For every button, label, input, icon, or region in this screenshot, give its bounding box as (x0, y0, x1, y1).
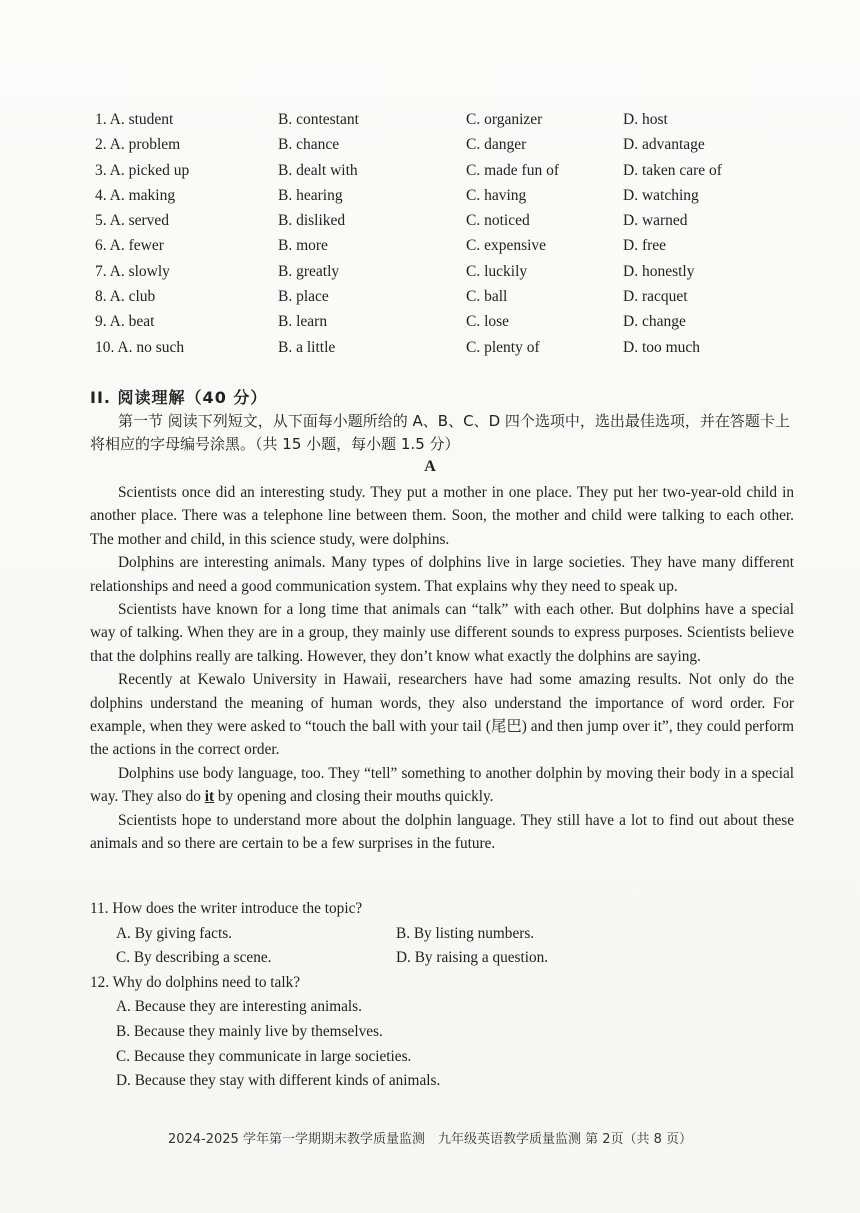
option-b: B. more (278, 237, 328, 255)
option-a: 10. A. no such (95, 338, 185, 356)
option-row (95, 158, 795, 183)
option-b: B. disliked (278, 212, 346, 230)
option-row (95, 309, 795, 334)
reading-passage (90, 481, 794, 856)
passage-paragraph: Scientists hope to understand more about the dolphin language. They still have a lot to find out about these animals and so there are certain to be a few surprises in the future. (90, 811, 794, 853)
option-d: D. warned (623, 212, 688, 230)
option-a: 7. A. slowly (95, 262, 170, 280)
passage-paragraph: Dolphins are interesting animals. Many types of dolphins live in large societies. They have many different relationships and need a good communication system. That explains why they need to speak up. (90, 554, 794, 595)
option-a: 6. A. fewer (95, 237, 164, 255)
option-c: C. lose (466, 313, 510, 331)
question-options-row (90, 922, 794, 947)
answer-option: D. Because they stay with different kinds of animals. (116, 1072, 441, 1090)
option-a: 2. A. problem (95, 136, 181, 154)
option-row (95, 183, 795, 208)
option-a: 4. A. making (95, 186, 176, 204)
option-d: D. racquet (623, 288, 688, 306)
passage-paragraph (90, 762, 794, 809)
option-c: C. ball (466, 288, 508, 306)
passage-label: A (424, 458, 436, 475)
option-b: B. hearing (278, 186, 343, 204)
passage-paragraph: Recently at Kewalo University in Hawaii, researchers have had some amazing results. Not only do the dolphins understand the meaning of human words, they also understand the importance of word order. For example, when they were asked to “touch the ball with your tail (尾巴) and then jump over it”, they could perform the actions in the correct order. (90, 671, 794, 759)
option-b: B. dealt with (278, 161, 358, 179)
underlined-word: it (204, 788, 215, 806)
question-list (90, 897, 794, 1094)
option-b: B. a little (278, 338, 336, 356)
question-stem: 12. Why do dolphins need to talk? (90, 973, 301, 991)
passage-text: by opening and closing their mouths quickly. (214, 788, 494, 806)
cloze-options-table (95, 107, 795, 360)
answer-option: A. By giving facts. (116, 924, 232, 942)
section-instruction: 第一节 阅读下列短文，从下面每小题所给的 A、B、C、D 四个选项中，选出最佳选项，并在答题卡上将相应的字母编号涂黑。（共 15 小题，每小题 1.5 分） (90, 412, 790, 453)
question-stem: 11. How does the writer introduce the topic? (90, 900, 363, 917)
passage-text: Dolphins use body language, too. They “tell” something to another dolphin by moving their body in a special way. They also do (90, 764, 794, 806)
option-row (95, 259, 795, 284)
option-d: D. free (623, 237, 667, 255)
option-row (95, 284, 795, 309)
answer-option: A. Because they are interesting animals. (116, 998, 362, 1016)
option-d: D. change (623, 313, 686, 331)
option-b: B. greatly (278, 262, 340, 280)
option-a: 5. A. served (95, 212, 170, 230)
option-a: 8. A. club (95, 288, 156, 306)
option-c: C. expensive (466, 237, 547, 255)
option-c: C. having (466, 186, 527, 204)
passage-paragraph: Scientists once did an interesting study. They put a mother in one place. They put her two-year-old child in another place. There was a telephone line between them. Soon, the mother and child were talking to each other. The mother and child, in this science study, were dolphins. (90, 484, 794, 548)
option-a: 9. A. beat (95, 313, 155, 331)
answer-option: B. Because they mainly live by themselves. (116, 1022, 383, 1040)
option-c: C. luckily (466, 262, 528, 280)
option-c: C. danger (466, 136, 527, 154)
option-d: D. advantage (623, 136, 705, 154)
option-b: B. contestant (278, 111, 359, 128)
option-c: C. made fun of (466, 161, 559, 179)
passage-paragraph: Scientists have known for a long time that animals can “talk” with each other. But dolphins have a special way of talking. When they are in a group, they mainly use different sounds to express purposes. Scientists believe that the dolphins really are talking. However, they don’t know what exactly the dolphins are saying. (90, 601, 794, 665)
question-options-row (90, 946, 794, 971)
option-c: C. organizer (466, 111, 543, 128)
option-row (95, 233, 795, 258)
option-d: D. honestly (623, 262, 695, 280)
option-c: C. noticed (466, 212, 530, 230)
option-b: B. chance (278, 136, 340, 154)
section-heading: II. 阅读理解（40 分） (90, 388, 268, 407)
option-d: D. host (623, 111, 668, 128)
option-row (95, 335, 795, 360)
option-b: B. place (278, 288, 329, 306)
page-footer: 2024-2025 学年第一学期期末教学质量监测 九年级英语教学质量监测 第 2页（共 8 页） (167, 1132, 693, 1147)
option-d: D. too much (623, 338, 701, 356)
option-b: B. learn (278, 313, 328, 331)
option-a: 3. A. picked up (95, 161, 190, 179)
option-c: C. plenty of (466, 338, 540, 356)
answer-option: C. By describing a scene. (116, 949, 272, 967)
answer-option: D. By raising a question. (396, 949, 549, 967)
option-a: 1. A. student (95, 111, 174, 128)
option-d: D. watching (623, 186, 699, 204)
option-row (95, 132, 795, 157)
answer-option: B. By listing numbers. (396, 924, 535, 942)
answer-option: C. Because they communicate in large societies. (116, 1047, 412, 1065)
option-d: D. taken care of (623, 161, 722, 179)
option-row (95, 208, 795, 233)
option-row (95, 107, 795, 132)
